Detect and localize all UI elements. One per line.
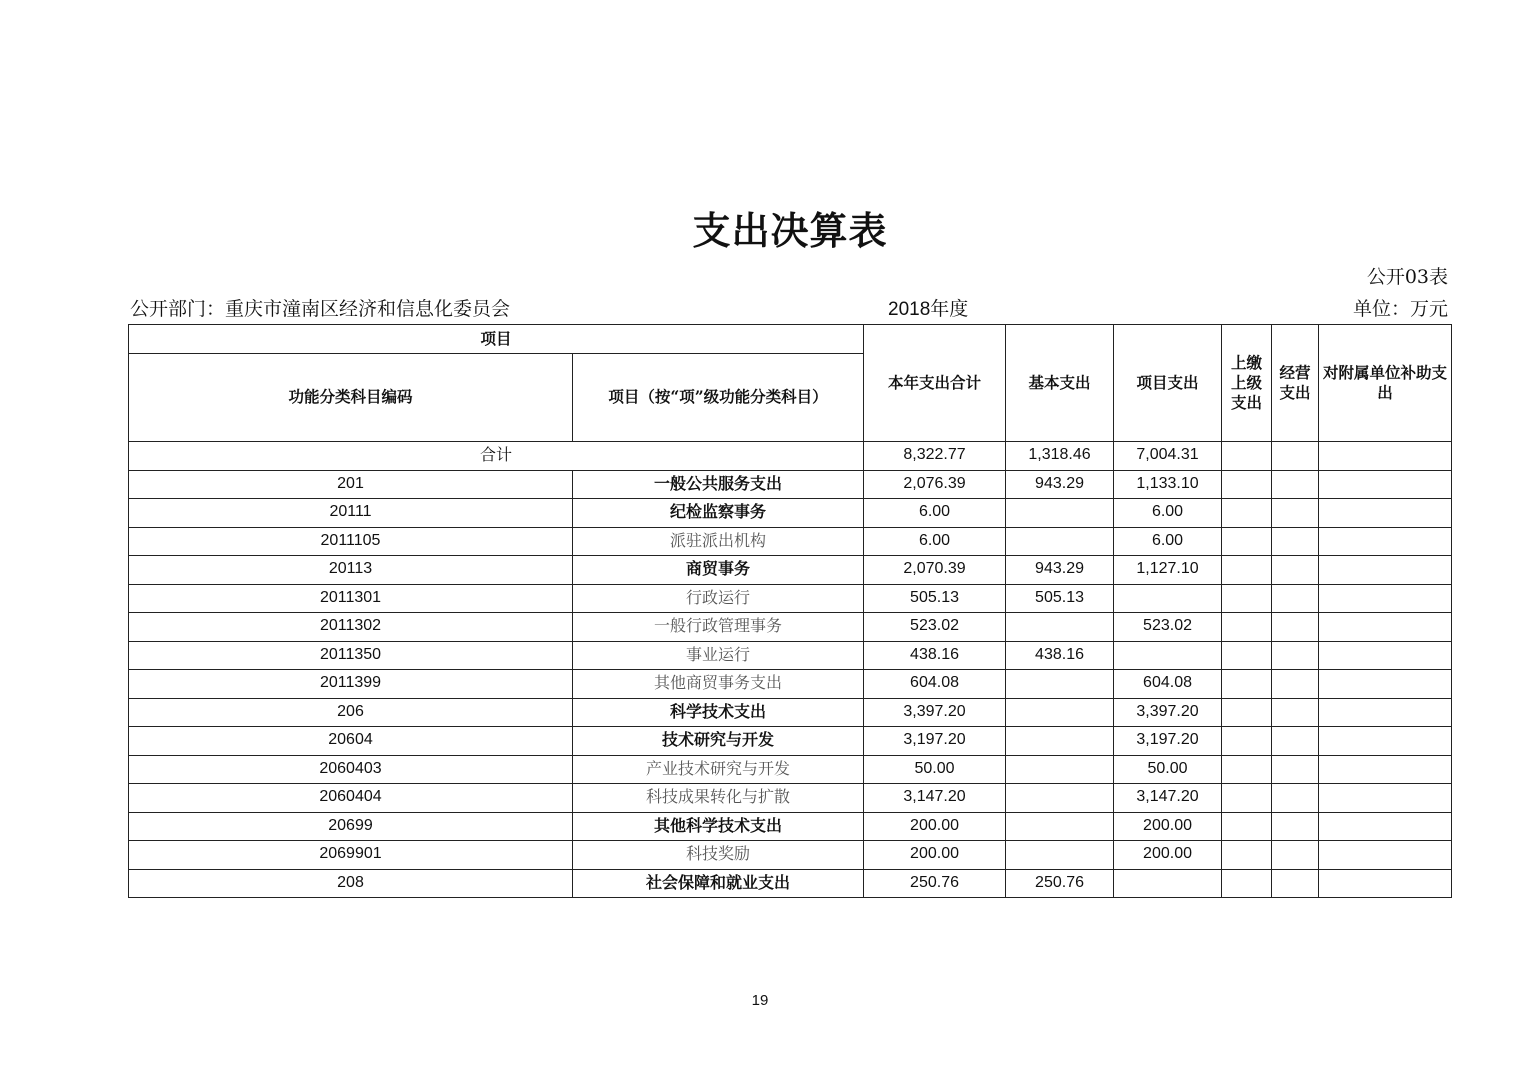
basic-cell — [1006, 755, 1114, 784]
project-cell: 604.08 — [1114, 670, 1222, 699]
total-cell: 6.00 — [864, 499, 1006, 528]
code-cell: 206 — [129, 698, 573, 727]
project-cell — [1114, 584, 1222, 613]
project-name-cell: 社会保障和就业支出 — [573, 869, 864, 898]
subsidy-cell — [1319, 527, 1452, 556]
project-name-cell: 事业运行 — [573, 641, 864, 670]
remit-cell — [1222, 698, 1272, 727]
remit-cell — [1222, 499, 1272, 528]
total-amount: 8,322.77 — [864, 442, 1006, 471]
basic-cell — [1006, 698, 1114, 727]
basic-cell — [1006, 613, 1114, 642]
basic-cell: 943.29 — [1006, 470, 1114, 499]
unit-label: 单位：万元 — [1352, 298, 1448, 320]
code-cell: 2011350 — [129, 641, 573, 670]
table-number: 公开03表 — [1366, 266, 1448, 288]
remit-cell — [1222, 641, 1272, 670]
code-cell: 2060404 — [129, 784, 573, 813]
remit-cell — [1222, 670, 1272, 699]
operating-cell — [1272, 470, 1319, 499]
subsidy-cell — [1319, 812, 1452, 841]
project-name-cell: 商贸事务 — [573, 556, 864, 585]
operating-cell — [1272, 613, 1319, 642]
page-number: 19 — [751, 992, 769, 1009]
operating-cell — [1272, 698, 1319, 727]
table-row — [129, 784, 1452, 813]
operating-cell — [1272, 584, 1319, 613]
project-cell: 200.00 — [1114, 812, 1222, 841]
operating-cell — [1272, 812, 1319, 841]
subsidy-cell — [1319, 613, 1452, 642]
remit-cell — [1222, 470, 1272, 499]
code-cell: 2011399 — [129, 670, 573, 699]
total-row — [129, 442, 1452, 471]
subsidy-cell — [1319, 556, 1452, 585]
subsidy-cell — [1319, 698, 1452, 727]
total-cell: 505.13 — [864, 584, 1006, 613]
expenditure-table — [128, 324, 1452, 898]
project-cell: 6.00 — [1114, 527, 1222, 556]
remit-cell — [1222, 755, 1272, 784]
remit-cell — [1222, 841, 1272, 870]
project-cell: 1,133.10 — [1114, 470, 1222, 499]
operating-cell — [1272, 841, 1319, 870]
table-row — [129, 641, 1452, 670]
project-name-cell: 科技成果转化与扩散 — [573, 784, 864, 813]
code-cell: 2011105 — [129, 527, 573, 556]
project-cell: 1,127.10 — [1114, 556, 1222, 585]
subsidy-cell — [1319, 641, 1452, 670]
total-subsidy — [1319, 442, 1452, 471]
project-name-cell: 其他商贸事务支出 — [573, 670, 864, 699]
project-cell: 6.00 — [1114, 499, 1222, 528]
department-label: 公开部门：重庆市潼南区经济和信息化委员会 — [130, 298, 511, 320]
basic-cell — [1006, 670, 1114, 699]
fiscal-year: 2018年度 — [888, 299, 969, 320]
operating-cell — [1272, 556, 1319, 585]
total-cell: 250.76 — [864, 869, 1006, 898]
basic-cell — [1006, 527, 1114, 556]
basic-cell — [1006, 812, 1114, 841]
subsidy-cell — [1319, 470, 1452, 499]
total-cell: 2,076.39 — [864, 470, 1006, 499]
table-row — [129, 613, 1452, 642]
total-cell: 523.02 — [864, 613, 1006, 642]
total-project: 7,004.31 — [1114, 442, 1222, 471]
header-operating: 经营支出 — [1272, 325, 1319, 442]
operating-cell — [1272, 670, 1319, 699]
subsidy-cell — [1319, 670, 1452, 699]
basic-cell — [1006, 841, 1114, 870]
remit-cell — [1222, 527, 1272, 556]
code-cell: 2069901 — [129, 841, 573, 870]
code-cell: 2011302 — [129, 613, 573, 642]
project-cell: 50.00 — [1114, 755, 1222, 784]
project-name-cell: 科学技术支出 — [573, 698, 864, 727]
total-cell: 3,397.20 — [864, 698, 1006, 727]
remit-cell — [1222, 869, 1272, 898]
subsidy-cell — [1319, 784, 1452, 813]
code-cell: 2011301 — [129, 584, 573, 613]
table-row — [129, 527, 1452, 556]
project-cell — [1114, 641, 1222, 670]
remit-cell — [1222, 812, 1272, 841]
total-cell: 200.00 — [864, 812, 1006, 841]
remit-cell — [1222, 613, 1272, 642]
subsidy-cell — [1319, 584, 1452, 613]
code-cell: 20111 — [129, 499, 573, 528]
basic-cell — [1006, 727, 1114, 756]
project-cell: 3,197.20 — [1114, 727, 1222, 756]
total-cell: 200.00 — [864, 841, 1006, 870]
remit-cell — [1222, 556, 1272, 585]
code-cell: 208 — [129, 869, 573, 898]
total-operating — [1272, 442, 1319, 471]
remit-cell — [1222, 784, 1272, 813]
header-subsidy: 对附属单位补助支出 — [1319, 325, 1452, 442]
subsidy-cell — [1319, 869, 1452, 898]
project-name-cell: 行政运行 — [573, 584, 864, 613]
project-name-cell: 技术研究与开发 — [573, 727, 864, 756]
page-title: 支出决算表 — [692, 208, 888, 253]
header-project-group: 项目 — [129, 325, 864, 354]
subsidy-cell — [1319, 755, 1452, 784]
subsidy-cell — [1319, 841, 1452, 870]
remit-cell — [1222, 584, 1272, 613]
operating-cell — [1272, 727, 1319, 756]
project-name-cell: 一般公共服务支出 — [573, 470, 864, 499]
table-row — [129, 869, 1452, 898]
table-row — [129, 470, 1452, 499]
table-row — [129, 755, 1452, 784]
header-total: 本年支出合计 — [864, 325, 1006, 442]
code-cell: 20699 — [129, 812, 573, 841]
project-name-cell: 科技奖励 — [573, 841, 864, 870]
table-row — [129, 841, 1452, 870]
basic-cell: 943.29 — [1006, 556, 1114, 585]
table-row — [129, 670, 1452, 699]
total-remit — [1222, 442, 1272, 471]
table-row — [129, 584, 1452, 613]
project-name-cell: 纪检监察事务 — [573, 499, 864, 528]
basic-cell: 505.13 — [1006, 584, 1114, 613]
total-cell: 50.00 — [864, 755, 1006, 784]
header-code: 功能分类科目编码 — [129, 354, 573, 442]
total-cell: 438.16 — [864, 641, 1006, 670]
project-cell: 3,147.20 — [1114, 784, 1222, 813]
operating-cell — [1272, 499, 1319, 528]
basic-cell — [1006, 499, 1114, 528]
operating-cell — [1272, 755, 1319, 784]
header-basic: 基本支出 — [1006, 325, 1114, 442]
total-cell: 2,070.39 — [864, 556, 1006, 585]
remit-cell — [1222, 727, 1272, 756]
subsidy-cell — [1319, 499, 1452, 528]
total-cell: 3,147.20 — [864, 784, 1006, 813]
total-cell: 6.00 — [864, 527, 1006, 556]
header-remit: 上缴上级支出 — [1222, 325, 1272, 442]
project-cell: 3,397.20 — [1114, 698, 1222, 727]
project-cell: 200.00 — [1114, 841, 1222, 870]
code-cell: 2060403 — [129, 755, 573, 784]
table-row — [129, 556, 1452, 585]
header-project: 项目支出 — [1114, 325, 1222, 442]
total-label: 合计 — [129, 442, 864, 471]
subsidy-cell — [1319, 727, 1452, 756]
code-cell: 20604 — [129, 727, 573, 756]
basic-cell: 250.76 — [1006, 869, 1114, 898]
operating-cell — [1272, 784, 1319, 813]
table-row — [129, 812, 1452, 841]
basic-cell: 438.16 — [1006, 641, 1114, 670]
basic-cell — [1006, 784, 1114, 813]
project-cell — [1114, 869, 1222, 898]
total-basic: 1,318.46 — [1006, 442, 1114, 471]
code-cell: 201 — [129, 470, 573, 499]
table-row — [129, 698, 1452, 727]
total-cell: 604.08 — [864, 670, 1006, 699]
table-row — [129, 727, 1452, 756]
code-cell: 20113 — [129, 556, 573, 585]
project-cell: 523.02 — [1114, 613, 1222, 642]
operating-cell — [1272, 527, 1319, 556]
header-project-name: 项目（按“项”级功能分类科目） — [573, 354, 864, 442]
project-name-cell: 其他科学技术支出 — [573, 812, 864, 841]
operating-cell — [1272, 641, 1319, 670]
table-row — [129, 499, 1452, 528]
project-name-cell: 产业技术研究与开发 — [573, 755, 864, 784]
project-name-cell: 派驻派出机构 — [573, 527, 864, 556]
operating-cell — [1272, 869, 1319, 898]
project-name-cell: 一般行政管理事务 — [573, 613, 864, 642]
total-cell: 3,197.20 — [864, 727, 1006, 756]
